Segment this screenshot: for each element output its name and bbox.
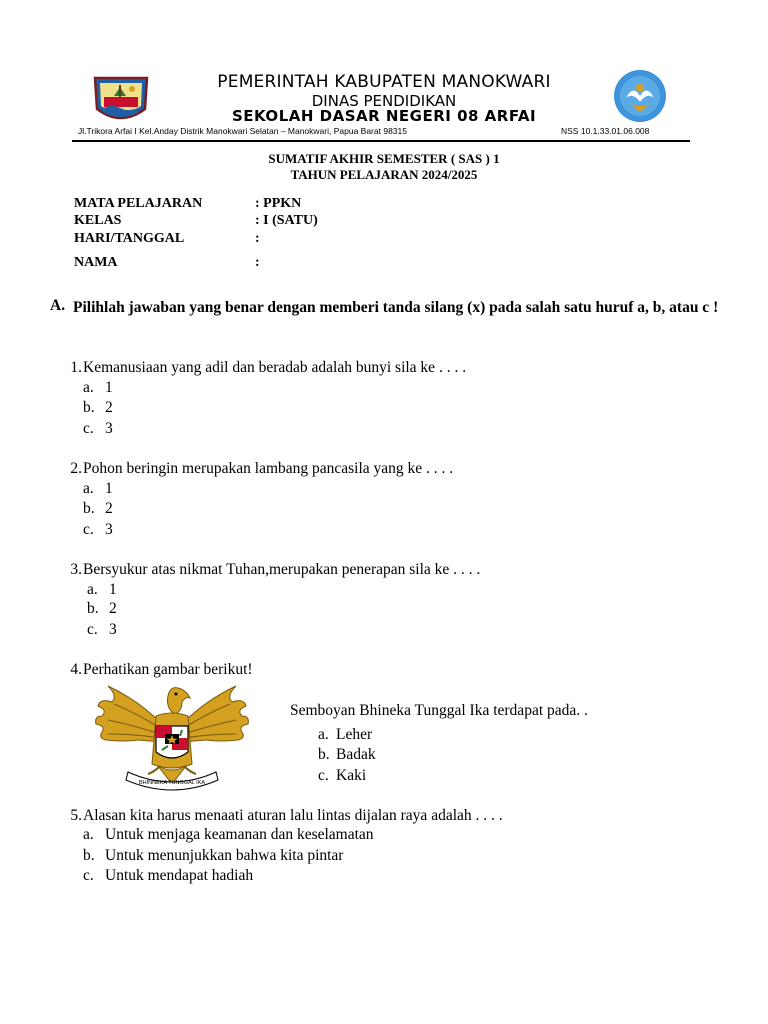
option-text: Badak — [336, 746, 376, 763]
info-value-date: : — [255, 231, 260, 246]
option-letter: b. — [87, 600, 99, 617]
question-number: 4. — [70, 661, 82, 678]
question-number: 1. — [70, 359, 82, 376]
option-letter: b. — [318, 746, 330, 763]
option-text: 2 — [105, 399, 113, 416]
option-letter: b. — [83, 500, 95, 517]
svg-text:BHINNEKA TUNGGAL IKA: BHINNEKA TUNGGAL IKA — [138, 780, 206, 786]
option-text: Kaki — [336, 767, 367, 784]
section-letter: A. — [50, 297, 66, 314]
option-letter: a. — [83, 826, 94, 843]
school-nss: NSS 10.1.33.01.06.008 — [561, 126, 650, 136]
question-text: Pohon beringin merupakan lambang pancasila yang ke . . . . — [83, 460, 454, 477]
question-text: Bersyukur atas nikmat Tuhan,merupakan penerapan sila ke . . . . — [83, 561, 481, 578]
option-text: 3 — [109, 621, 117, 638]
option-text: 1 — [105, 480, 113, 497]
exam-title: SUMATIF AKHIR SEMESTER ( SAS ) 1 — [268, 151, 500, 166]
question-number: 2. — [70, 460, 82, 477]
school-name: SEKOLAH DASAR NEGERI 08 ARFAI — [231, 107, 537, 125]
option-text: Untuk menjaga keamanan dan keselamatan — [105, 826, 374, 843]
option-letter: a. — [83, 379, 94, 396]
info-label-class: KELAS — [74, 213, 122, 228]
option-letter: a. — [318, 726, 329, 743]
question-text: Kemanusiaan yang adil dan beradab adalah bunyi sila ke . . . . — [83, 359, 467, 376]
government-header: PEMERINTAH KABUPATEN MANOKWARI — [217, 72, 551, 92]
option-letter: c. — [83, 867, 94, 884]
option-letter: c. — [83, 420, 94, 437]
exam-year: TAHUN PELAJARAN 2024/2025 — [290, 167, 478, 182]
option-text: 3 — [105, 420, 113, 437]
option-letter: b. — [83, 399, 95, 416]
option-text: 3 — [105, 521, 113, 538]
info-label-name: NAMA — [74, 255, 118, 270]
option-letter: c. — [83, 521, 94, 538]
question-text: Alasan kita harus menaati aturan lalu lintas dijalan raya adalah . . . . — [83, 807, 503, 824]
option-text: 1 — [109, 581, 117, 598]
option-text: Untuk mendapat hadiah — [105, 867, 254, 884]
header-divider — [72, 140, 690, 142]
info-value-class: : I (SATU) — [255, 213, 318, 228]
info-value-subject: : PPKN — [255, 196, 302, 211]
info-value-name: : — [255, 255, 260, 270]
option-text: Leher — [336, 726, 373, 743]
question-text: Perhatikan gambar berikut! — [83, 661, 253, 678]
option-letter: a. — [83, 480, 94, 497]
option-letter: b. — [83, 847, 95, 864]
department-header: DINAS PENDIDIKAN — [311, 92, 457, 110]
question-number: 5. — [70, 807, 82, 824]
question-subtext: Semboyan Bhineka Tunggal Ika terdapat pada. . — [290, 702, 588, 719]
option-letter: c. — [318, 767, 329, 784]
option-letter: c. — [87, 621, 98, 638]
option-letter: a. — [87, 581, 98, 598]
school-address: Jl.Trikora Arfai I Kel.Anday Distrik Manokwari Selatan – Manokwari, Papua Barat 98315 — [78, 126, 407, 136]
option-text: 1 — [105, 379, 113, 396]
section-instruction: Pilihlah jawaban yang benar dengan memberi tanda silang (x) pada salah satu huruf a, b, atau c ! — [73, 299, 719, 316]
info-label-subject: MATA PELAJARAN — [74, 196, 203, 211]
garuda-pancasila-image — [78, 680, 266, 798]
option-text: Untuk menunjukkan bahwa kita pintar — [105, 847, 344, 864]
option-text: 2 — [109, 600, 117, 617]
question-number: 3. — [70, 561, 82, 578]
info-label-date: HARI/TANGGAL — [74, 231, 185, 246]
option-text: 2 — [105, 500, 113, 517]
